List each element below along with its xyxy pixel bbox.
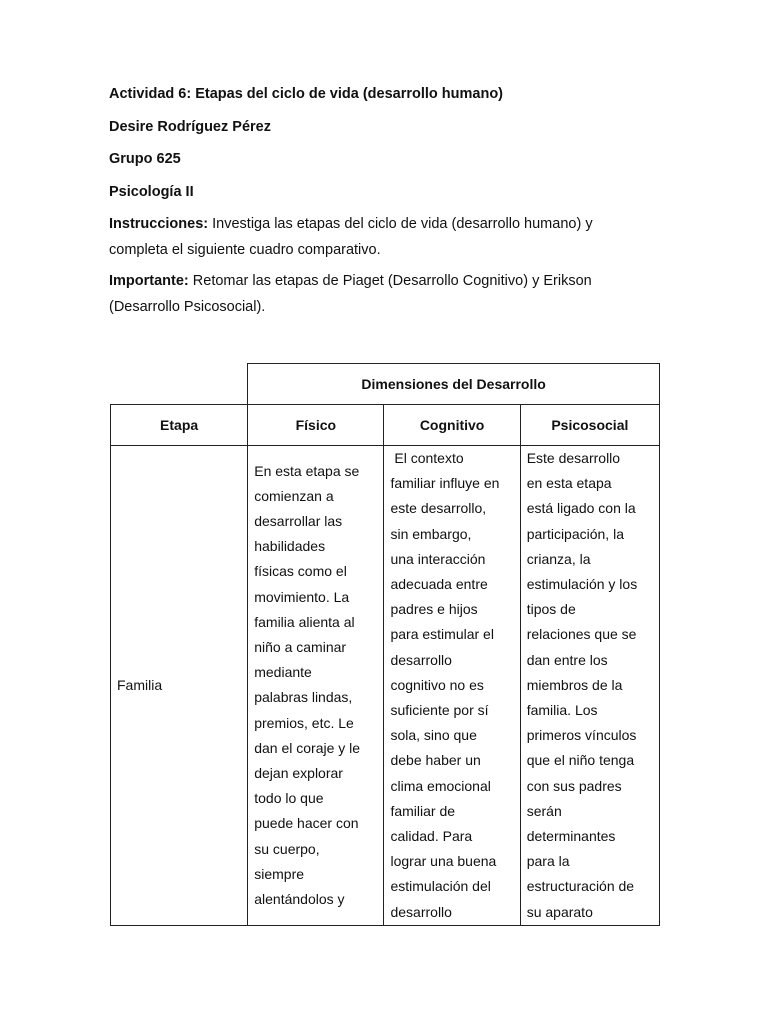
cognitivo-line: clima emocional [390,777,491,794]
fisico-line: habilidades [254,538,326,555]
cognitivo-line: calidad. Para [390,828,473,845]
document-title: Actividad 6: Etapas del ciclo de vida (desarrollo humano) [109,86,504,102]
student-name: Desire Rodríguez Pérez [109,119,271,135]
fisico-text [248,459,383,913]
cognitivo-line: sola, sino que [390,727,477,744]
psicosocial-text [521,446,659,925]
group-label: Grupo 625 [109,151,181,167]
psicosocial-line: tipos de [526,601,576,618]
psicosocial-line: familia. Los [526,702,598,719]
psicosocial-line: primeros vínculos [526,727,637,744]
important-text-line1: Retomar las etapas de Piaget (Desarrollo Cognitivo) y Erikson [188,273,592,289]
important-text-line2: (Desarrollo Psicosocial). [109,299,266,315]
fisico-line: siempre [254,865,305,882]
comparison-table [110,363,660,926]
psicosocial-line: con sus padres [526,777,622,794]
cognitivo-line: familiar influye en [390,475,500,492]
psicosocial-line: participación, la [526,525,624,542]
cognitivo-line: padres e hijos [390,601,478,618]
cognitivo-line: lograr una buena [390,853,497,870]
cognitivo-line: sin embargo, [390,525,472,542]
cognitivo-line: cognitivo no es [390,676,484,693]
psicosocial-line: serán [526,802,562,819]
fisico-line: dan el coraje y le [254,739,361,756]
cognitivo-line: desarrollo [390,903,452,920]
important-paragraph [109,268,649,320]
psicosocial-line: está ligado con la [526,500,636,517]
cognitivo-line: suficiente por sí [390,702,489,719]
fisico-line: comienzan a [254,487,334,504]
instructions-text-line2: completa el siguiente cuadro comparativo. [109,242,381,258]
fisico-line: En esta etapa se [254,462,360,479]
table-row [111,446,660,926]
fisico-line: su cuerpo, [254,840,320,857]
cell-fisico [248,446,384,926]
fisico-line: dejan explorar [254,765,343,782]
instructions-text-line1: Investiga las etapas del ciclo de vida (desarrollo humano) y [208,216,593,232]
psicosocial-line: relaciones que se [526,626,637,643]
column-header-row [111,405,660,446]
cognitivo-line: desarrollo [390,651,452,668]
psicosocial-line: determinantes [526,828,616,845]
fisico-line: alentándolos y [254,891,345,908]
fisico-line: familia alienta al [254,613,355,630]
column-header-fisico: Físico [248,405,384,446]
cell-psicosocial [520,446,659,926]
fisico-line: físicas como el [254,563,347,580]
psicosocial-line: miembros de la [526,676,623,693]
cognitivo-line: debe haber un [390,752,481,769]
column-header-psicosocial: Psicosocial [520,405,659,446]
cell-etapa [111,446,248,926]
cognitivo-line: estimulación del [390,878,491,895]
instructions-label: Instrucciones: [109,216,209,232]
psicosocial-line: estructuración de [526,878,635,895]
cognitivo-line: una interacción [390,550,486,567]
psicosocial-line: para la [526,853,570,870]
column-header-cognitivo: Cognitivo [384,405,520,446]
etapa-value: Familia [117,676,163,693]
fisico-line: palabras lindas, [254,689,353,706]
instructions-paragraph [109,211,649,263]
psicosocial-line: Este desarrollo [526,450,621,466]
column-header-etapa: Etapa [111,405,248,446]
cognitivo-text [384,446,519,925]
fisico-line: desarrollar las [254,513,343,529]
psicosocial-line: en esta etapa [526,475,612,492]
cognitivo-line: El contexto [390,450,464,466]
psicosocial-line: su aparato [526,903,593,920]
cognitivo-line: adecuada entre [390,576,488,593]
psicosocial-line: que el niño tenga [526,752,635,769]
psicosocial-line: crianza, la [526,550,591,567]
cell-cognitivo [384,446,520,926]
dimensions-header-row [111,364,660,405]
empty-corner-cell [111,364,248,405]
cognitivo-line: familiar de [390,802,456,819]
fisico-line: puede hacer con [254,815,359,832]
fisico-line: niño a caminar [254,639,347,656]
important-label: Importante: [109,273,189,289]
fisico-line: mediante [254,664,312,681]
dimensions-header: Dimensiones del Desarrollo [248,364,660,405]
fisico-line: todo lo que [254,790,324,807]
cognitivo-line: para estimular el [390,626,494,643]
psicosocial-line: estimulación y los [526,576,638,593]
psicosocial-line: dan entre los [526,651,608,668]
cognitivo-line: este desarrollo, [390,500,487,517]
subject-label: Psicología II [109,184,194,200]
fisico-line: movimiento. La [254,588,350,605]
fisico-line: premios, etc. Le [254,714,354,731]
